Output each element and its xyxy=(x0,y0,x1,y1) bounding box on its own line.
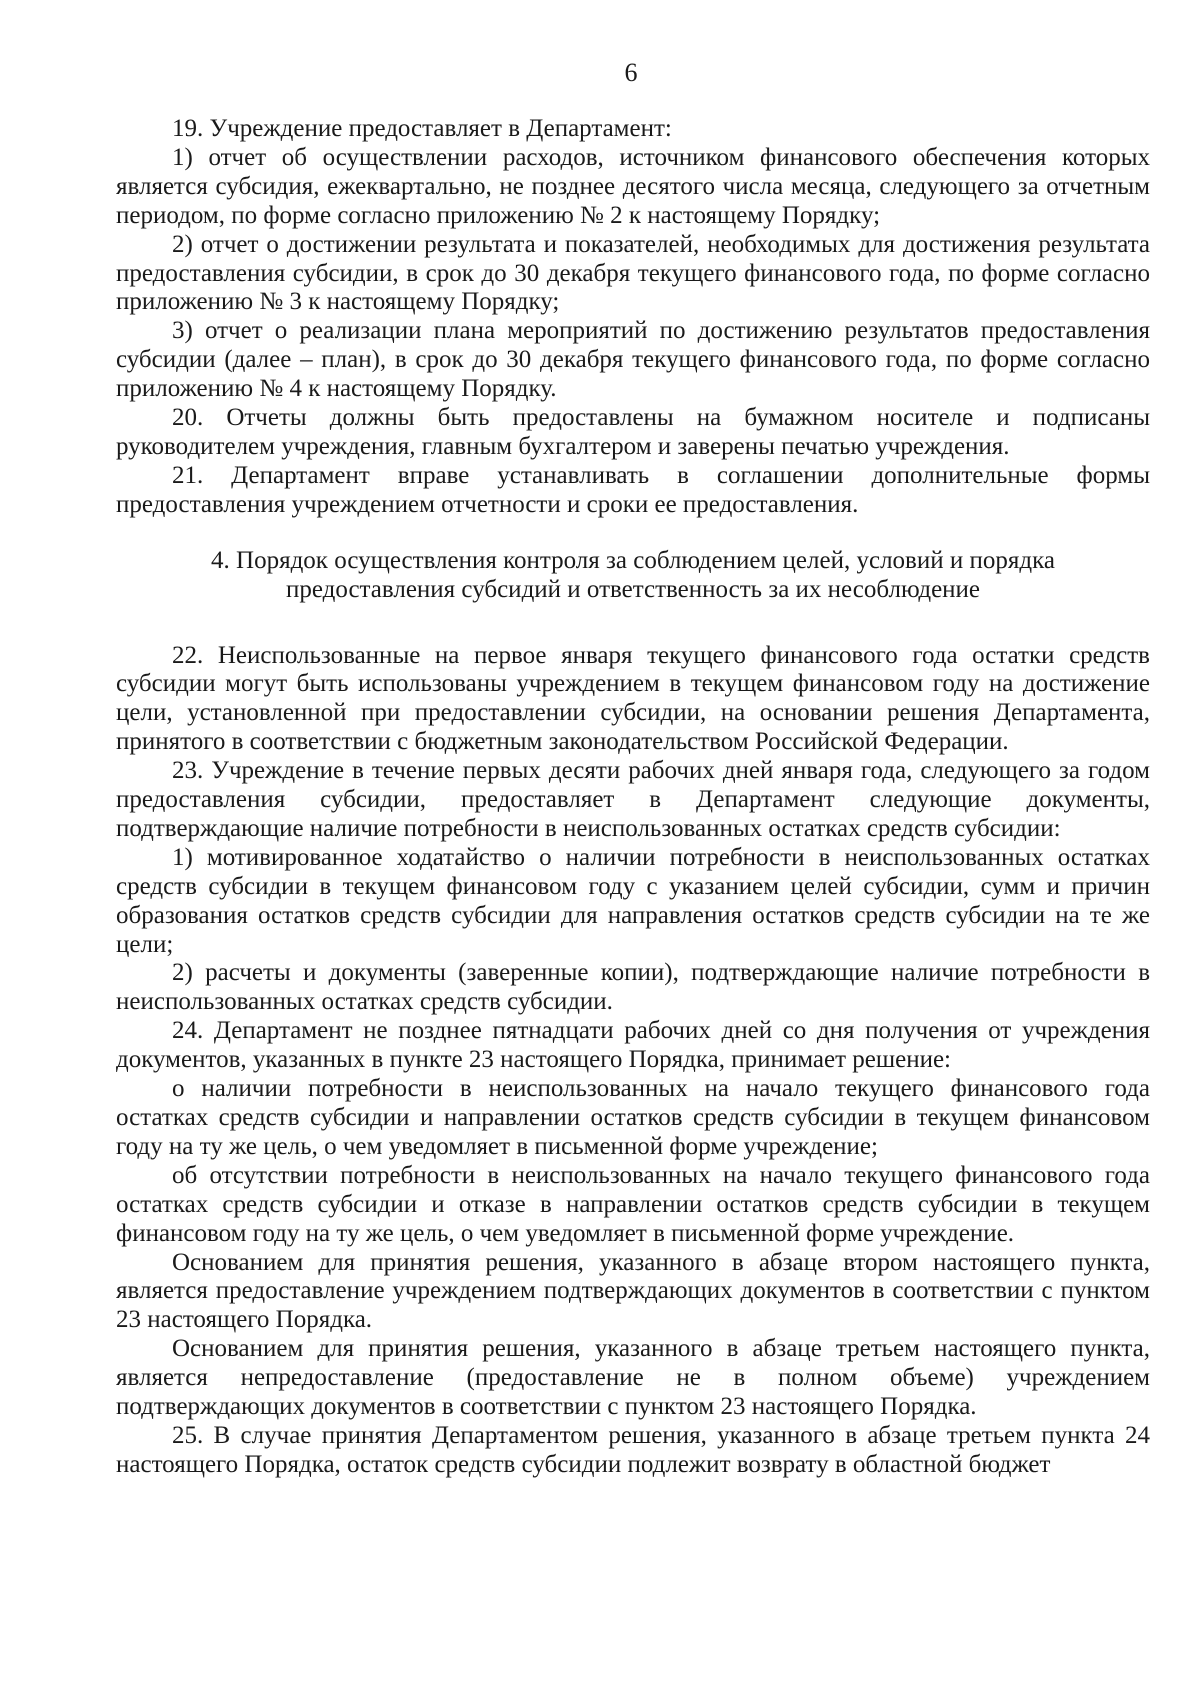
paragraph-24: 24. Департамент не позднее пятнадцати рабочих дней со дня получения от учреждения документов, указанных в пункте 23 настоящего Порядка, принимает решение: xyxy=(116,1017,1150,1074)
paragraph-19-item-1: 1) отчет об осуществлении расходов, источником финансового обеспечения которых является субсидия, ежеквартально, не позднее десятого числа месяца, следующего за отчетным периодом, по форме согласно приложению № 2 к настоящему Порядку; xyxy=(116,143,1150,229)
paragraph-21: 21. Департамент вправе устанавливать в соглашении дополнительные формы предоставления учреждением отчетности и сроки ее предоставления. xyxy=(116,461,1150,518)
paragraph-25: 25. В случае принятия Департаментом решения, указанного в абзаце третьем пункта 24 настоящего Порядка, остаток средств субсидии подлежит возврату в областной бюджет xyxy=(116,1421,1150,1478)
paragraph-22: 22. Неиспользованные на первое января текущего финансового года остатки средств субсидии могут быть использованы учреждением в текущем финансовом году на достижение цели, установленной при предоставлении субсидии, на основании решения Департамента, принятого в соответствии с бюджетным законодательством Российской Федерации. xyxy=(116,641,1150,756)
paragraph-24-basis-1: Основанием для принятия решения, указанного в абзаце втором настоящего пункта, является предоставление учреждением подтверждающих документов в соответствии с пунктом 23 настоящего Порядка. xyxy=(116,1248,1150,1334)
paragraph-23-item-1: 1) мотивированное ходатайство о наличии потребности в неиспользованных остатках средств субсидии в текущем финансовом году с указанием целей субсидии, сумм и причин образования остатков средств субсидии для направления остатков средств субсидии на те же цели; xyxy=(116,843,1150,958)
section-heading-line-1: 4. Порядок осуществления контроля за соблюдением целей, условий и порядка xyxy=(211,546,1055,574)
document-body xyxy=(116,115,1150,1480)
section-heading xyxy=(116,520,1150,642)
paragraph-24-basis-2: Основанием для принятия решения, указанного в абзаце третьем настоящего пункта, является непредоставление (предоставление не в полном объеме) учреждением подтверждающих документов в соответствии с пунктом 23 настоящего Порядка. xyxy=(116,1335,1150,1421)
paragraph-20: 20. Отчеты должны быть предоставлены на бумажном носителе и подписаны руководителем учреждения, главным бухгалтером и заверены печатью учреждения. xyxy=(116,404,1150,460)
paragraph-23-item-2: 2) расчеты и документы (заверенные копии), подтверждающие наличие потребности в неиспользованных остатках средств субсидии. xyxy=(116,959,1150,1016)
section-heading-line-2: предоставления субсидий и ответственность за их несоблюдение xyxy=(285,575,981,603)
paragraph-24-decision-2: об отсутствии потребности в неиспользованных на начало текущего финансового года остатках средств субсидии и отказе в направлении остатков средств субсидии в текущем финансовом году на ту же цель, о чем уведомляет в письменной форме учреждение. xyxy=(116,1161,1150,1247)
paragraph-19: 19. Учреждение предоставляет в Департамент: xyxy=(172,115,672,142)
paragraph-19-item-3: 3) отчет о реализации плана мероприятий по достижению результатов предоставления субсидии (далее – план), в срок до 30 декабря текущего финансового года, по форме согласно приложению № 4 к настоящему Порядку. xyxy=(116,317,1150,403)
paragraph-23: 23. Учреждение в течение первых десяти рабочих дней января года, следующего за годом предоставления субсидии, предоставляет в Департамент следующие документы, подтверждающие наличие потребности в неиспользованных остатках средств субсидии: xyxy=(116,757,1150,842)
paragraph-24-decision-1: о наличии потребности в неиспользованных на начало текущего финансового года остатках средств субсидии и направлении остатков средств субсидии в текущем финансовом году на ту же цель, о чем уведомляет в письменной форме учреждение; xyxy=(116,1075,1150,1160)
page-number: 6 xyxy=(624,58,638,87)
paragraph-19-item-2: 2) отчет о достижении результата и показателей, необходимых для достижения результата предоставления субсидии, в срок до 30 декабря текущего финансового года, по форме согласно приложению № 3 к настоящему Порядку; xyxy=(116,230,1150,316)
